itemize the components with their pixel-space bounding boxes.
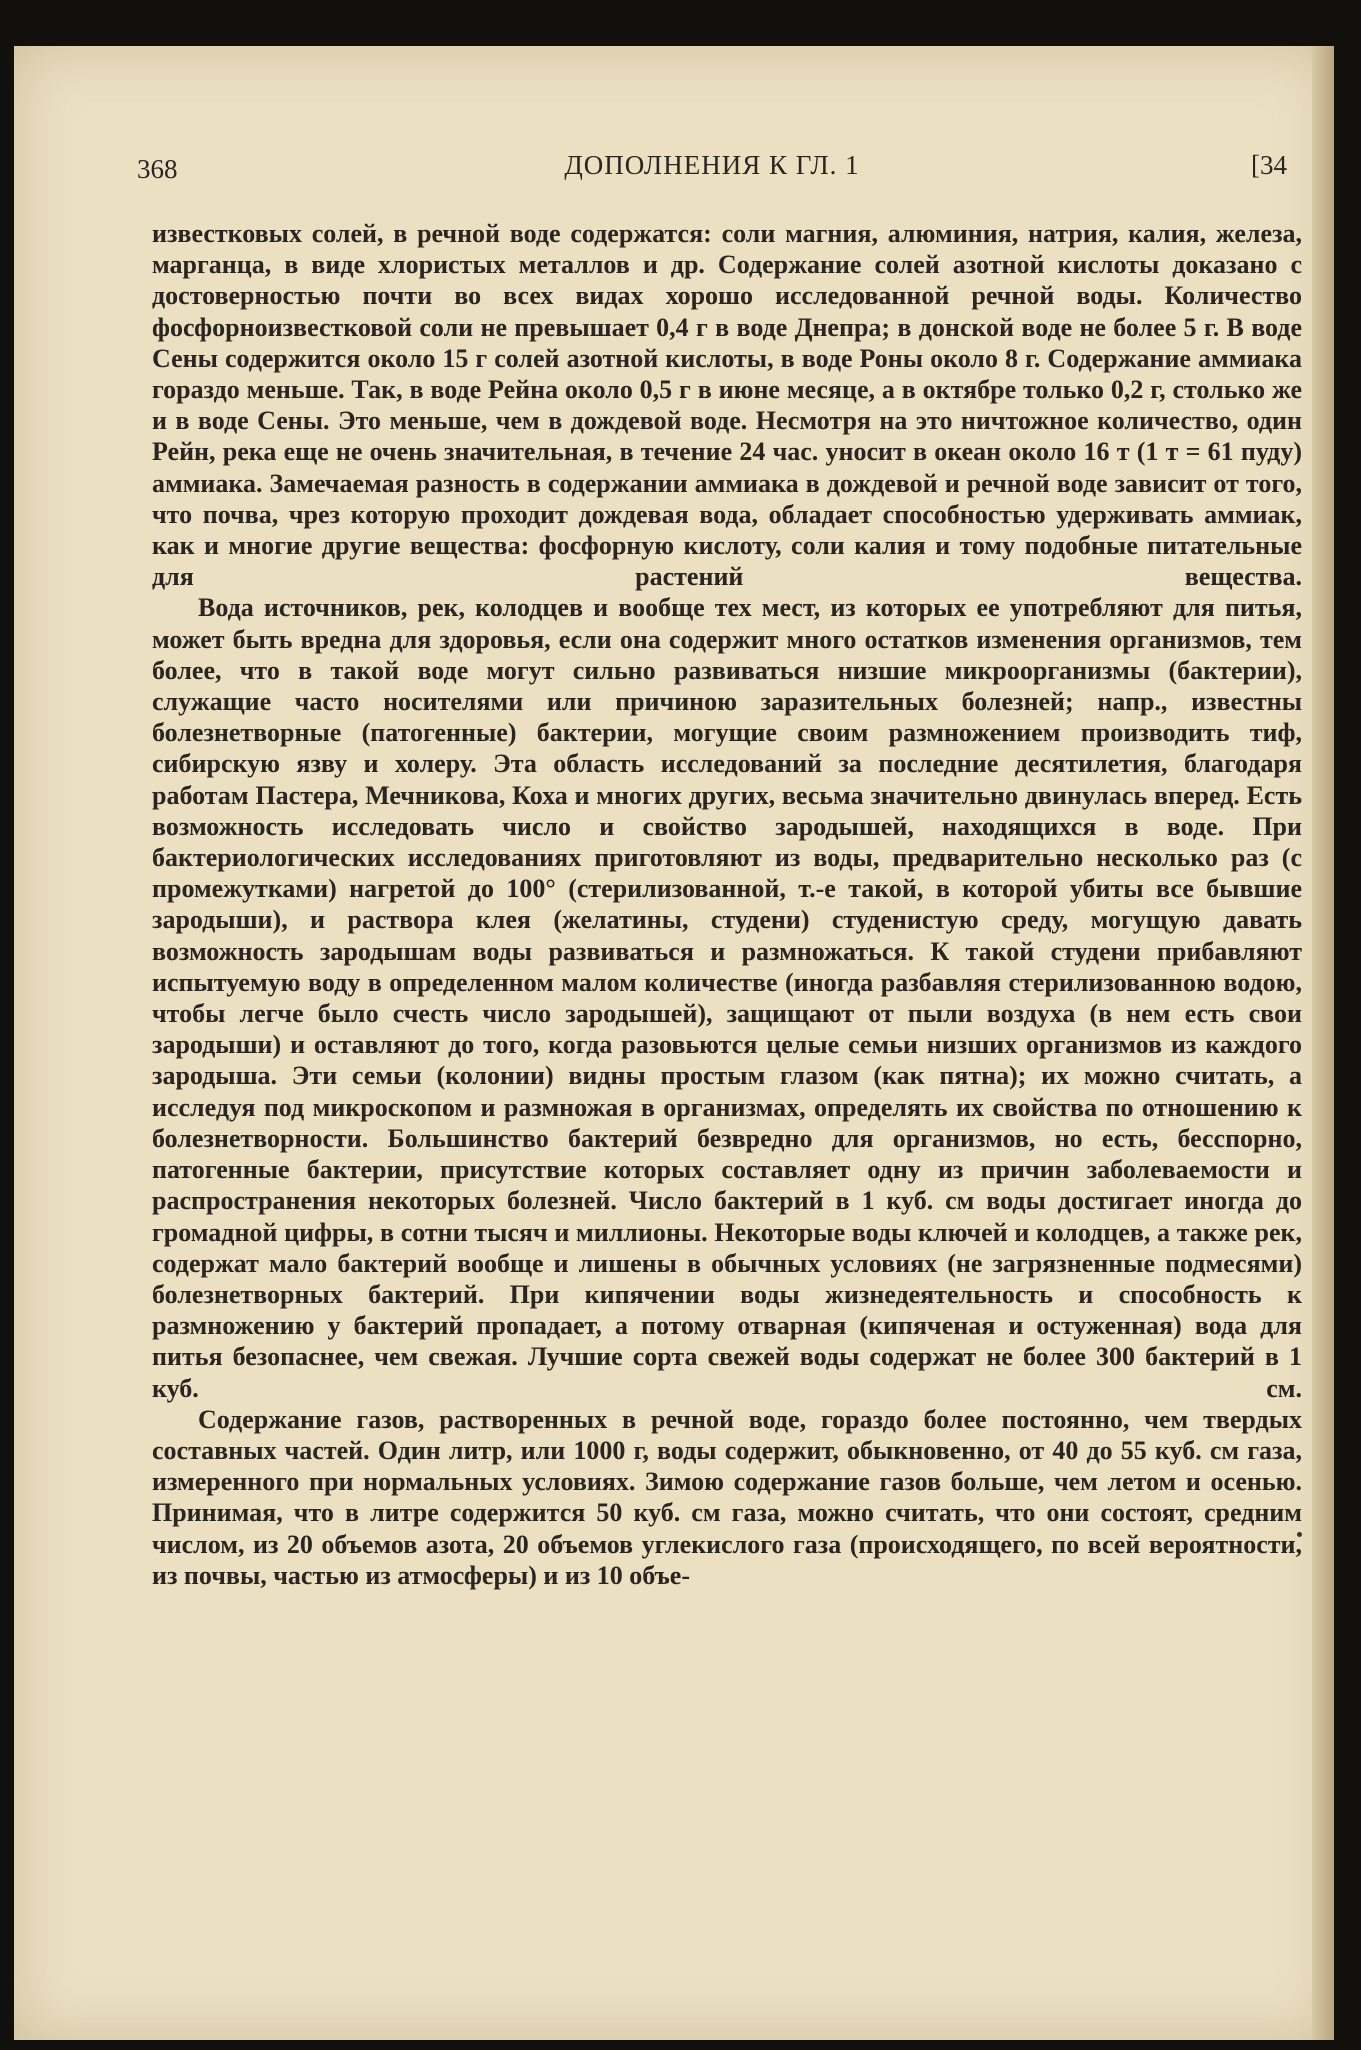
paragraph-3: Содержание газов, растворенных в речной воде, гораздо более постоянно, чем твердых составных частей. Один литр, или 1000 г, воды содержит, обыкновенно, от 40 до 55 куб. см газа, измеренного при нормальных условиях. Зимою содержание газов больше, чем летом и осенью. Принимая, что в литре содержится 50 куб. см газа, можно считать, что они состоят, средним числом, из 20 объемов азота, 20 объемов углекислого газа (происходящего, по всей вероятности, из почвы, частью из атмосферы) и из 10 объе- — [152, 1404, 1302, 1590]
page-body — [152, 218, 1302, 1591]
paragraph-2: Вода источников, рек, колодцев и вообще тех мест, из которых ее употребляют для питья, может быть вредна для здоровья, если она содержит много остатков изменения организмов, тем более, что в такой воде могут сильно развиваться низшие микроорганизмы (бактерии), служащие часто носителями или причиною заразительных болезней; напр., известны болезнетворные (патогенные) бактерии, могущие своим размножением производить тиф, сибирскую язву и холеру. Эта область исследований за последние десятилетия, благодаря работам Пастера, Мечникова, Коха и многих других, весьма значительно двинулась вперед. Есть возможность исследовать число и свойство зародышей, находящихся в воде. При бактериологических исследованиях приготовляют из воды, предварительно несколько раз (с промежутками) нагретой до 100° (стерилизованной, т.-е такой, в которой убиты все бывшие зародыши), и раствора клея (желатины, студени) студенистую среду, могущую давать возможность зародышам воды развиваться и размножаться. К такой студени прибавляют испытуемую воду в определенном малом количестве (иногда разбавляя стерилизованною водою, чтобы легче было счесть число зародышей), защищают от пыли воздуха (в нем есть свои зародыши) и оставляют до того, когда разовьются целые семьи низших организмов из каждого зародыша. Эти семьи (колонии) видны простым глазом (как пятна); их можно считать, а исследуя под микроскопом и размножая в организмах, определять их свойства по отношению к болезнетворности. Большинство бактерий безвредно для организмов, но есть, бесспорно, патогенные бактерии, присутствие которых составляет одну из причин заболеваемости и распространения некоторых болезней. Число бактерий в 1 куб. см воды достигает иногда до громадной цифры, в сотни тысяч и миллионы. Некоторые воды ключей и колодцев, а также рек, содержат мало бактерий вообще и лишены в обычных условиях (не загрязненные подмесями) болезнетворных бактерий. При кипячении воды жизнедеятельность и способность к размножению у бактерий пропадает, а потому отварная (кипяченая и остуженная) вода для питья безопаснее, чем свежая. Лучшие сорта свежей воды содержат не более 300 бактерий в 1 куб. см. — [152, 593, 1302, 1403]
section-marker: [34 — [1251, 150, 1287, 180]
running-header — [137, 150, 1287, 190]
chapter-title: ДОПОЛНЕНИЯ К ГЛ. 1 — [564, 150, 860, 180]
paragraph-1: известковых солей, в речной воде содержатся: соли магния, алюминия, натрия, калия, железа, марганца, в виде хлористых металлов и др. Содержание солей азотной кислоты доказано с достоверностью почти во всех видах хорошо исследованной речной воды. Количество фосфорноизвестковой соли не превышает 0,4 г в воде Днепра; в донской воде не более 5 г. В воде Сены содержится около 15 г солей азотной кислоты, в воде Роны около 8 г. Содержание аммиака гораздо меньше. Так, в воде Рейна около 0,5 г в июне месяце, а в октябре только 0,2 г, столько же и в воде Сены. Это меньше, чем в дождевой воде. Несмотря на это ничтожное количество, один Рейн, река еще не очень значительная, в течение 24 час. уносит в океан около 16 т (1 т = 61 пуду) аммиака. Замечаемая разность в содержании аммиака в дождевой и речной воде зависит от того, что почва, чрез которую проходит дождевая вода, обладает способностью удерживать аммиак, как и многие другие вещества: фосфорную кислоту, соли калия и тому подобные питательные для растений вещества. — [152, 219, 1302, 592]
page-number: 368 — [137, 154, 178, 184]
page-spine-edge — [1312, 46, 1334, 2040]
